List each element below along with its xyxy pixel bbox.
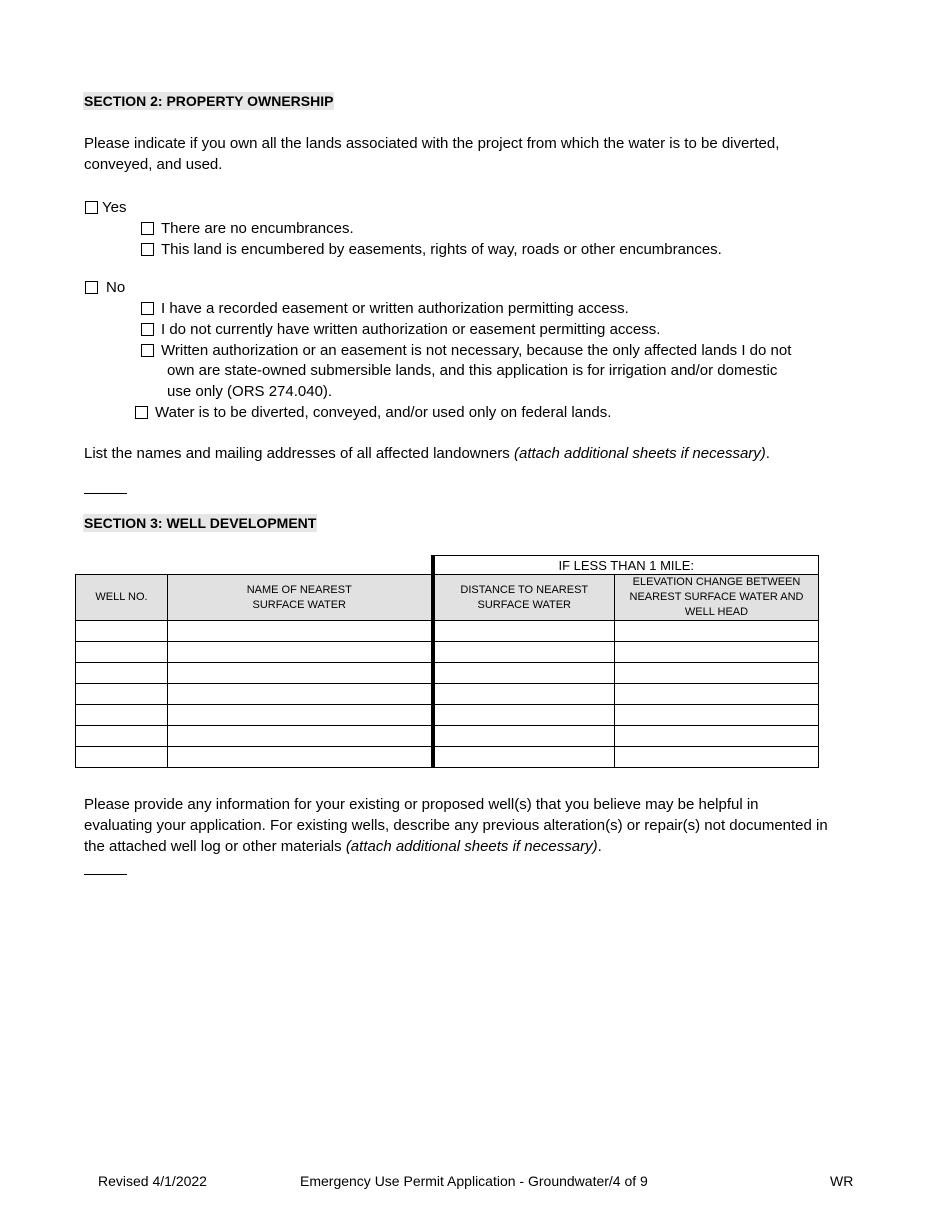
well-development-table: [75, 555, 819, 768]
no-encumbrances-checkbox[interactable]: [141, 222, 154, 235]
surface-water-name-cell[interactable]: [168, 642, 433, 663]
table-row: [76, 663, 819, 684]
well-information-answer-line[interactable]: [84, 874, 127, 875]
yes-checkbox[interactable]: [85, 201, 98, 214]
surface-water-name-cell[interactable]: [168, 684, 433, 705]
well-no-cell[interactable]: [76, 684, 168, 705]
distance-cell[interactable]: [433, 621, 615, 642]
well-no-cell[interactable]: [76, 621, 168, 642]
distance-header: DISTANCE TO NEAREST SURFACE WATER: [433, 575, 615, 621]
table-row: [76, 642, 819, 663]
distance-cell[interactable]: [433, 705, 615, 726]
not-necessary-option[interactable]: Written authorization or an easement is not necessary, because the only affected lands I do not: [141, 342, 791, 359]
surface-water-name-cell[interactable]: [168, 747, 433, 768]
surface-water-name-cell[interactable]: [168, 726, 433, 747]
surface-water-name-cell[interactable]: [168, 663, 433, 684]
no-label: No: [106, 279, 126, 296]
table-row: [76, 621, 819, 642]
well-no-cell[interactable]: [76, 705, 168, 726]
distance-cell[interactable]: [433, 726, 615, 747]
well-no-cell[interactable]: [76, 726, 168, 747]
elevation-change-cell[interactable]: [615, 642, 819, 663]
if-less-than-1-mile-header: IF LESS THAN 1 MILE:: [433, 556, 819, 575]
table-row: [76, 747, 819, 768]
surface-water-name-header: NAME OF NEAREST SURFACE WATER: [168, 575, 433, 621]
not-necessary-continued-1: own are state-owned submersible lands, and this application is for irrigation and/or domestic: [167, 362, 778, 379]
elevation-change-cell[interactable]: [615, 747, 819, 768]
yes-option[interactable]: [85, 199, 126, 216]
encumbered-option[interactable]: This land is encumbered by easements, rights of way, roads or other encumbrances.: [141, 241, 722, 258]
landowners-answer-line[interactable]: [84, 493, 127, 494]
not-necessary-continued-2: use only (ORS 274.040).: [167, 383, 333, 400]
elevation-change-cell[interactable]: [615, 663, 819, 684]
elevation-change-cell[interactable]: [615, 705, 819, 726]
elevation-change-cell[interactable]: [615, 621, 819, 642]
section-2-intro: Please indicate if you own all the lands associated with the project from which the water is to be diverted, conveyed, and used.: [84, 135, 780, 173]
surface-water-name-cell[interactable]: [168, 621, 433, 642]
recorded-easement-checkbox[interactable]: [141, 302, 154, 315]
no-encumbrances-option[interactable]: There are no encumbrances.: [141, 220, 354, 237]
yes-label: Yes: [102, 199, 127, 216]
footer-form-title: Emergency Use Permit Application - Groundwater/4 of 9: [300, 1173, 648, 1189]
no-option[interactable]: [85, 279, 125, 296]
surface-water-name-cell[interactable]: [168, 705, 433, 726]
well-no-cell[interactable]: [76, 642, 168, 663]
federal-lands-checkbox[interactable]: [135, 406, 148, 419]
elevation-change-cell[interactable]: [615, 726, 819, 747]
footer-code: WR: [830, 1173, 854, 1189]
table-row: [76, 684, 819, 705]
well-information-instruction: Please provide any information for your existing or proposed well(s) that you believe may be helpful in evaluating your application. For existing wells, describe any previous alteration(s) or repair(s) not documented in the attached well log or other materials (attach additional sheets if necessary).: [84, 796, 828, 855]
elevation-change-cell[interactable]: [615, 684, 819, 705]
no-authorization-option[interactable]: I do not currently have written authorization or easement permitting access.: [141, 321, 660, 338]
no-checkbox[interactable]: [85, 281, 98, 294]
well-no-cell[interactable]: [76, 663, 168, 684]
distance-cell[interactable]: [433, 747, 615, 768]
recorded-easement-option[interactable]: I have a recorded easement or written authorization permitting access.: [141, 300, 629, 317]
no-authorization-checkbox[interactable]: [141, 323, 154, 336]
elevation-change-header: ELEVATION CHANGE BETWEEN NEAREST SURFACE WATER AND WELL HEAD: [615, 575, 819, 621]
table-row: [76, 705, 819, 726]
footer-revised-date: Revised 4/1/2022: [98, 1173, 207, 1189]
encumbered-checkbox[interactable]: [141, 243, 154, 256]
federal-lands-option[interactable]: Water is to be diverted, conveyed, and/or used only on federal lands.: [135, 404, 611, 421]
distance-cell[interactable]: [433, 642, 615, 663]
not-necessary-checkbox[interactable]: [141, 344, 154, 357]
section-2-heading: SECTION 2: PROPERTY OWNERSHIP: [84, 93, 334, 109]
section-3-heading: SECTION 3: WELL DEVELOPMENT: [84, 515, 317, 531]
landowners-instruction: List the names and mailing addresses of all affected landowners (attach additional sheets if necessary).: [84, 445, 770, 462]
table-row: [76, 726, 819, 747]
distance-cell[interactable]: [433, 663, 615, 684]
well-no-cell[interactable]: [76, 747, 168, 768]
distance-cell[interactable]: [433, 684, 615, 705]
well-no-header: WELL NO.: [76, 575, 168, 621]
